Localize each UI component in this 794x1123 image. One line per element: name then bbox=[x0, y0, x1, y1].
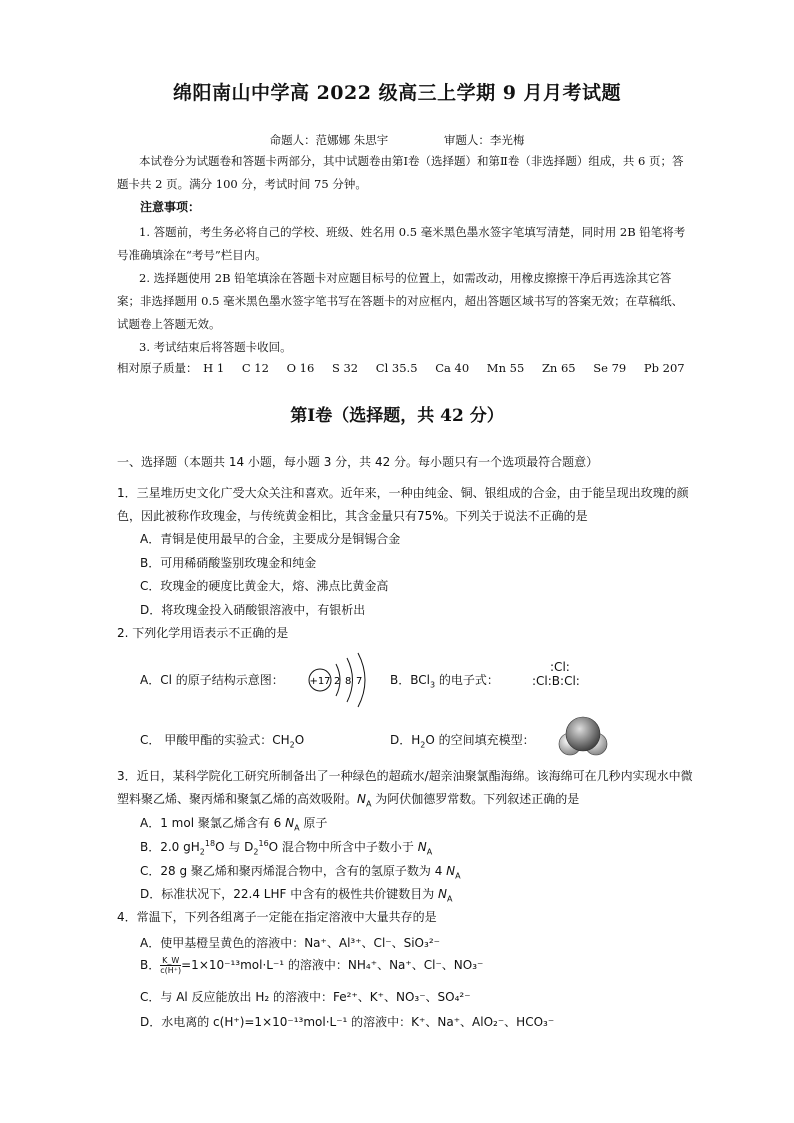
notice-item-2: 2. 选择题使用 2B 铅笔填涂在答题卡对应题目标号的位置上，如需改动，用橡皮擦擦干净后再选涂其它答案；非选择题用 0.5 毫米黑色墨水签字笔书写在答题卡的对应框内，超出答题区域书写的答案无效；在草稿纸、试题卷上答题无效。 bbox=[117, 271, 684, 331]
question-4-stem: 4．常温下，下列各组离子一定能在指定溶液中大量共存的是 bbox=[117, 910, 437, 924]
atomic-mass-value: Cl 35.5 bbox=[375, 361, 418, 375]
atomic-mass-value: Zn 65 bbox=[541, 361, 576, 375]
atomic-mass-value: Mn 55 bbox=[486, 361, 525, 375]
exam-title: 绵阳南山中学高 2022 级高三上学期 9 月月考试题 bbox=[172, 82, 622, 104]
proposers: 命题人：范娜娜 朱思宇 bbox=[269, 133, 389, 147]
question-3-stem: 3．近日，某科学院化工研究所制备出了一种绿色的超疏水/超亲油聚氯酯海绵。该海绵可在几秒内实现水中微塑料聚乙烯、聚丙烯和聚氯乙烯的高效吸附。$N_A$ 为阿伏伽德罗常数。下列叙述正确的是 bbox=[117, 769, 693, 809]
q2-option-a-label: A．Cl 的原子结构示意图： bbox=[140, 673, 284, 687]
atomic-mass-label: 相对原子质量： bbox=[117, 361, 198, 375]
atomic-mass-value: Ca 40 bbox=[435, 361, 470, 375]
shell-electrons: 2 bbox=[334, 676, 341, 687]
atomic-mass-value: Se 79 bbox=[593, 361, 627, 375]
nucleus-charge: +17 bbox=[309, 676, 331, 687]
water-space-filling-model bbox=[557, 714, 609, 758]
q1-option-b: B．可用稀硝酸鉴别玫瑰金和纯金 bbox=[140, 556, 317, 570]
atomic-mass-value: S 32 bbox=[331, 361, 359, 375]
q3-option-b: B．2.0 $gH_2^{18}O$ 与 $D_2^{16}O$ 混合物中所含中子数小于 $N_A$ bbox=[140, 839, 433, 857]
bcl3-electron-formula bbox=[532, 660, 580, 688]
shell-electrons: 8 bbox=[345, 676, 352, 687]
shell-electrons: 7 bbox=[356, 676, 363, 687]
notice-item-1: 1. 答题前，考生务必将自己的学校、班级、姓名用 0.5 毫米黑色墨水签字笔填写清楚，同时用 2B 铅笔将考号准确填涂在“考号”栏目内。 bbox=[117, 225, 686, 262]
q4-option-d: D．水电离的 c(H⁺)=1×10⁻¹³mol·L⁻¹ 的溶液中：K⁺、Na⁺、AlO₂⁻、HCO₃⁻ bbox=[140, 1015, 555, 1029]
q1-option-a: A．青铜是使用最早的合金，主要成分是铜锡合金 bbox=[140, 532, 401, 546]
section-instruction: 一、选择题（本题共 14 小题，每小题 3 分，共 42 分。每小题只有一个选项最符合题意） bbox=[117, 455, 599, 469]
q3-option-a: A．1 mol 聚氯乙烯含有 6 $N_A$ 原子 bbox=[140, 816, 328, 833]
q2-option-b-label: B．BCl$_3$ 的电子式： bbox=[390, 673, 499, 690]
q3-option-d: D．标准状况下，22.4 LHF 中含有的极性共价键数目为 $N_A$ bbox=[140, 887, 453, 904]
q3-option-c: C．28 g 聚乙烯和聚丙烯混合物中，含有的氢原子数为 4 $N_A$ bbox=[140, 864, 461, 881]
electron-formula-top: :Cl: bbox=[550, 660, 570, 674]
notice-item-3: 3. 考试结束后将答题卡收回。 bbox=[139, 340, 292, 354]
q1-option-d: D．将玫瑰金投入硝酸银溶液中，有银析出 bbox=[140, 603, 366, 617]
notice-heading: 注意事项： bbox=[140, 200, 201, 214]
cl-atom-structure-diagram bbox=[306, 650, 378, 710]
electron-formula-middle: :Cl:B:Cl: bbox=[532, 674, 580, 688]
q2-option-c-label: C． 甲酸甲酯的实验式：$CH_2O$ bbox=[140, 733, 305, 750]
question-1-stem: 1．三星堆历史文化广受大众关注和喜欢。近年来，一种由纯金、铜、银组成的合金，由于能呈现出玫瑰的颜色，因此被称作玫瑰金，与传统黄金相比，其含金量只有75%。下列关于说法不正确的是 bbox=[117, 486, 689, 523]
atomic-mass-value: Pb 207 bbox=[643, 361, 685, 375]
question-2-stem: 2. 下列化学用语表示不正确的是 bbox=[117, 626, 289, 640]
atomic-mass-value: H 1 bbox=[203, 361, 225, 375]
author-line bbox=[0, 132, 794, 148]
intro-paragraph: 本试卷分为试题卷和答题卡两部分，其中试题卷由第Ⅰ卷（选择题）和第Ⅱ卷（非选择题）组成，共 6 页；答题卡共 2 页。满分 100 分，考试时间 75 分钟。 bbox=[117, 154, 684, 191]
atomic-mass-line bbox=[117, 360, 699, 376]
atomic-mass-value: C 12 bbox=[241, 361, 269, 375]
section-title: 第Ⅰ卷（选择题，共 42 分） bbox=[290, 406, 504, 426]
atomic-mass-value: O 16 bbox=[286, 361, 315, 375]
reviewer: 审题人：李光梅 bbox=[443, 133, 525, 147]
q4-option-a: A．使甲基橙呈黄色的溶液中：Na⁺、Al³⁺、Cl⁻、SiO₃²⁻ bbox=[140, 936, 440, 950]
q4-option-c: C．与 Al 反应能放出 H₂ 的溶液中：Fe²⁺、K⁺、NO₃⁻、SO₄²⁻ bbox=[140, 990, 471, 1004]
kw-fraction: $\frac{K\_W}{c(H^+)}$ bbox=[160, 956, 182, 975]
q2-option-d-label: D．$H_2O$ 的空间填充模型： bbox=[390, 733, 535, 750]
q4-option-b: B． $\frac{K\_W}{c(H^+)}$ =1×10⁻¹³mol·L⁻¹ 的溶液中：NH₄⁺、Na⁺、Cl⁻、NO₃⁻ bbox=[140, 956, 484, 975]
q1-option-c: C．玫瑰金的硬度比黄金大，熔、沸点比黄金高 bbox=[140, 579, 389, 593]
